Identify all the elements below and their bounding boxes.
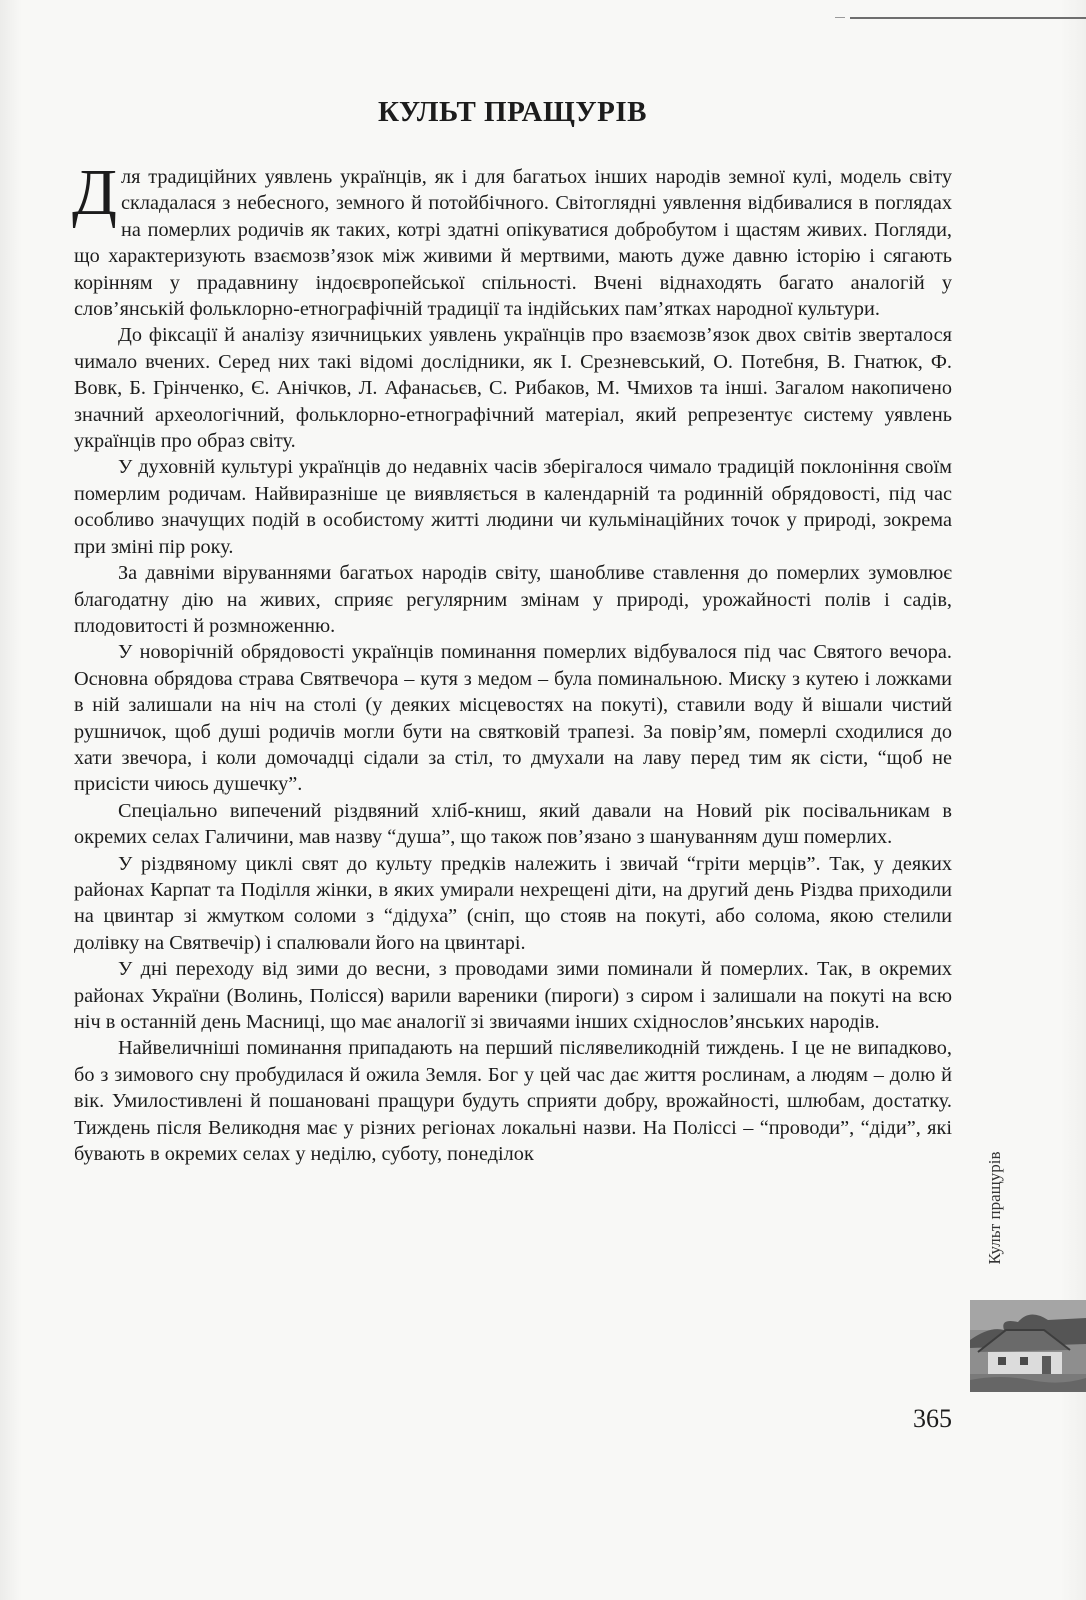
page-title: КУЛЬТ ПРАЩУРІВ <box>377 96 648 128</box>
paragraph-3: У духовній культурі українців до недавніх часів зберігалося чимало традицій поклоніння своїм померлим родичам. Найвиразніше це виявляється в календарній та родинній обрядовості, під час особливо значущих подій в особистому житті людини чи кульмінаційних точок у природі, зокрема при зміні пір року. <box>74 456 952 558</box>
page-number: 365 <box>913 1404 952 1433</box>
paragraph-4: За давніми віруваннями багатьох народів світу, шанобливе ставлення до померлих зумовлює благодатну дію на живих, сприяє регулярним змінам у природі, урожайності полів і садів, плодовитості й розмноженню. <box>74 562 952 637</box>
top-edge-mark <box>835 17 845 18</box>
paragraph-1-text: ля традиційних уявлень українців, як і для багатьох інших народів земної кулі, модель світу складалася з небесного, земного й потойбічного. Світоглядні уявлення відбивалися в поглядах на померлих родичів як таких, котрі здатні опікуватися добробутом і щастям живих. Погляди, що характеризують взаємозв’язок між живими й мертвими, мають дуже давню історію і сягають корінням у прадавнину індоєвропейської спільності. Вчені віднаходять багато аналогій у слов’янській фольклорно-етнографічній традиції та індійських пам’ятках народної культури. <box>74 166 952 321</box>
section-thumbnail-image <box>970 1300 1086 1392</box>
paragraph-6: Спеціально випечений різдвяний хліб-книш, який давали на Новий рік посівальникам в окремих селах Галичини, мав назву “душа”, що також пов’язано з шануванням душ померлих. <box>74 799 952 849</box>
top-edge-rule <box>850 17 1086 19</box>
paragraph-5: У новорічній обрядовості українців поминання померлих відбувалося під час Святого вечора. Основна обрядова страва Святвечора – кутя з медом – була поминальною. Миску з кутею і ложками в ній залишали на ніч на столі (у деяких місцевостях на покуті), ставили воду й вішали чистий рушничок, щоб душі родичів могли бути на святковій трапезі. За повір’ям, померлі сходилися до хати звечора, і коли домочадці сідали за стіл, то дмухали на лаву перед тим як сісти, “щоб не присісти чиюсь душечку”. <box>74 641 952 796</box>
article-body <box>72 156 952 1167</box>
paragraph-8: У дні переходу від зими до весни, з проводами зими поминали й померлих. Так, в окремих районах України (Волинь, Полісся) варили вареники (пироги) з сиром і залишали на покуті на всю ніч в останній день Масниці, що має аналогії зі звичаями інших східнослов’янських народів. <box>74 958 952 1033</box>
paragraph-9: Найвеличніші поминання припадають на перший післявеликодній тиждень. І це не випадково, бо з зимового сну пробудилася й ожила Земля. Бог у цей час дає життя рослинам, а людям – долю й вік. Умилостивлені й пошановані пращури будуть сприяти добру, врожайності, шлюбам, достатку. Тиждень після Великодня має у різних регіонах локальні назви. На Поліссі – “проводи”, “діди”, які бувають в окремих селах у неділю, суботу, понеділок <box>74 1037 952 1166</box>
cottage-illustration <box>970 1300 1086 1392</box>
paragraph-7: У різдвяному циклі свят до культу предків належить і звичай “гріти мерців”. Так, у деяких районах Карпат та Поділля жінки, в яких умирали нехрещені діти, на другий день Різдва приходили на цвинтар зі жмутком соломи з “дідуха” (сніп, що стояв на покуті, або солома, якою стелили долівку на Святвечір) і спалювали його на цвинтарі. <box>74 852 952 954</box>
paragraph-1 <box>72 156 952 322</box>
section-side-label: Культ пращурів <box>985 1151 1004 1265</box>
drop-cap: Д <box>72 156 118 229</box>
paragraph-2: До фіксації й аналізу язичницьких уявлень українців про взаємозв’язок двох світів зверталося чимало вчених. Серед них такі відомі дослідники, як І. Срезневський, О. Потебня, В. Гнатюк, Ф. Вовк, Б. Грінченко, Є. Анічков, Л. Афанасьєв, С. Рибаков, М. Чмихов та інші. Загалом накопичено значний археологічний, фольклорно-етнографічний матеріал, який репрезентує систему уявлень українців про образ світу. <box>74 324 952 453</box>
